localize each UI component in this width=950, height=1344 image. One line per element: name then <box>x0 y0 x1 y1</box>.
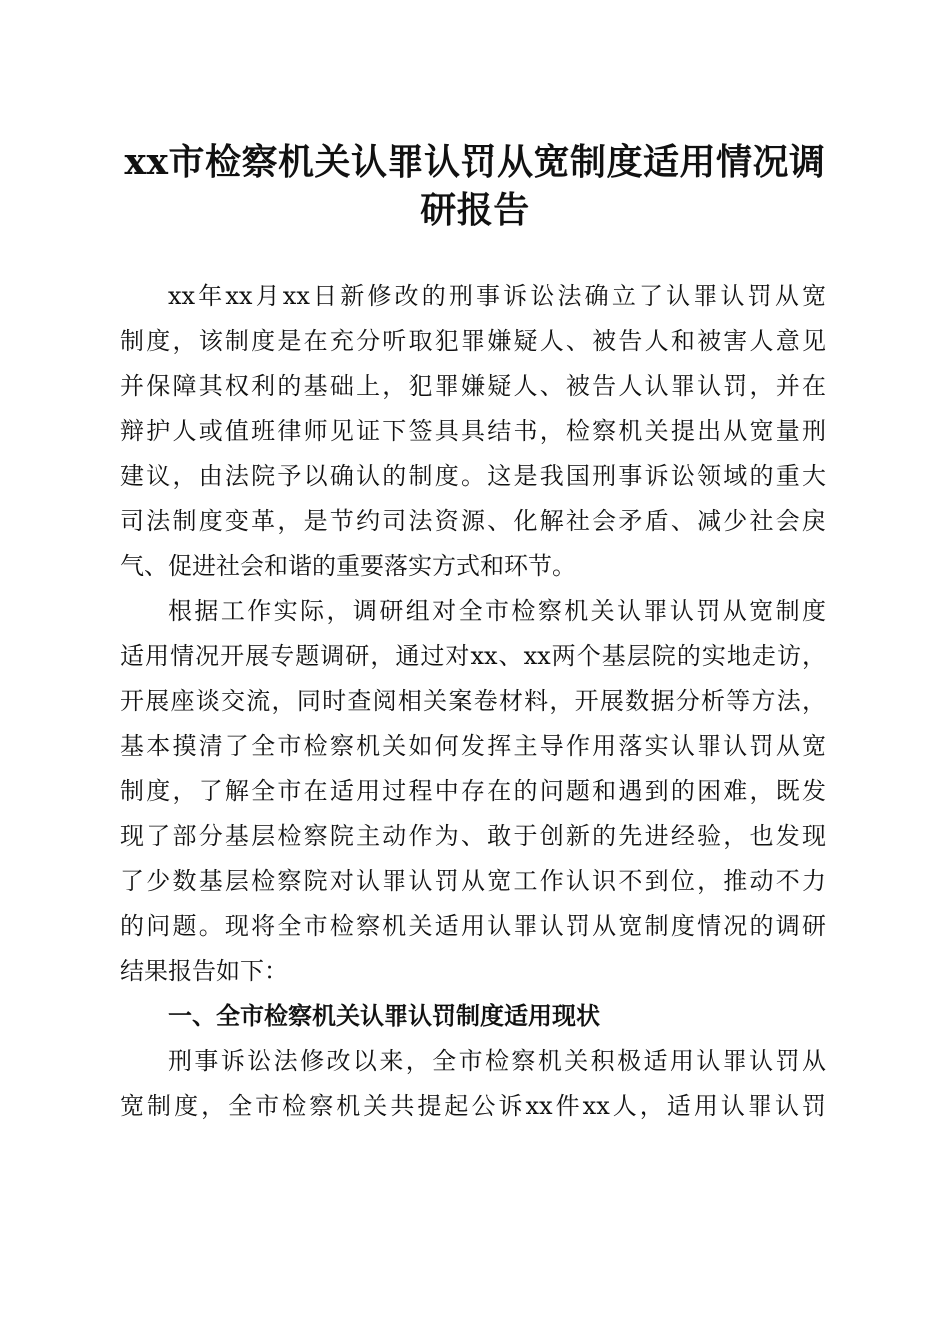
paragraph-1-line: 建议，由法院予以确认的制度。这是我国刑事诉讼领域的重大 <box>120 462 826 490</box>
document-title-line-2: 研报告 <box>420 189 530 231</box>
paragraph-2-line: 制度，了解全市在适用过程中存在的问题和遇到的困难，既发 <box>120 777 826 805</box>
document-title-line-1: xx市检察机关认罪认罚从宽制度适用情况调 <box>124 141 826 183</box>
section-1-line: 宽制度，全市检察机关共提起公诉xx件xx人，适用认罪认罚 <box>120 1092 826 1120</box>
paragraph-1-line: xx年xx月xx日新修改的刑事诉讼法确立了认罪认罚从宽 <box>168 282 826 310</box>
paragraph-1-line: 辩护人或值班律师见证下签具具结书，检察机关提出从宽量刑 <box>120 417 826 445</box>
paragraph-2-line: 的问题。现将全市检察机关适用认罪认罚从宽制度情况的调研 <box>120 912 826 940</box>
paragraph-2-line: 开展座谈交流，同时查阅相关案卷材料，开展数据分析等方法， <box>120 687 826 715</box>
section-1-heading: 一、全市检察机关认罪认罚制度适用现状 <box>168 1002 600 1030</box>
paragraph-2-line: 适用情况开展专题调研，通过对xx、xx两个基层院的实地走访， <box>120 642 826 670</box>
paragraph-2-line: 现了部分基层检察院主动作为、敢于创新的先进经验，也发现 <box>120 822 826 850</box>
paragraph-1-line: 制度，该制度是在充分听取犯罪嫌疑人、被告人和被害人意见 <box>120 327 826 355</box>
paragraph-1-line: 并保障其权利的基础上，犯罪嫌疑人、被告人认罪认罚，并在 <box>120 372 826 400</box>
paragraph-1-line: 司法制度变革，是节约司法资源、化解社会矛盾、减少社会戾 <box>120 507 826 535</box>
paragraph-2-line: 基本摸清了全市检察机关如何发挥主导作用落实认罪认罚从宽 <box>120 732 826 760</box>
paragraph-2-line: 结果报告如下： <box>120 957 288 985</box>
paragraph-2-line: 根据工作实际，调研组对全市检察机关认罪认罚从宽制度 <box>168 597 826 625</box>
paragraph-1-line: 气、促进社会和谐的重要落实方式和环节。 <box>120 552 576 580</box>
paragraph-2-line: 了少数基层检察院对认罪认罚从宽工作认识不到位，推动不力 <box>120 867 826 895</box>
section-1-line: 刑事诉讼法修改以来，全市检察机关积极适用认罪认罚从 <box>168 1047 826 1075</box>
